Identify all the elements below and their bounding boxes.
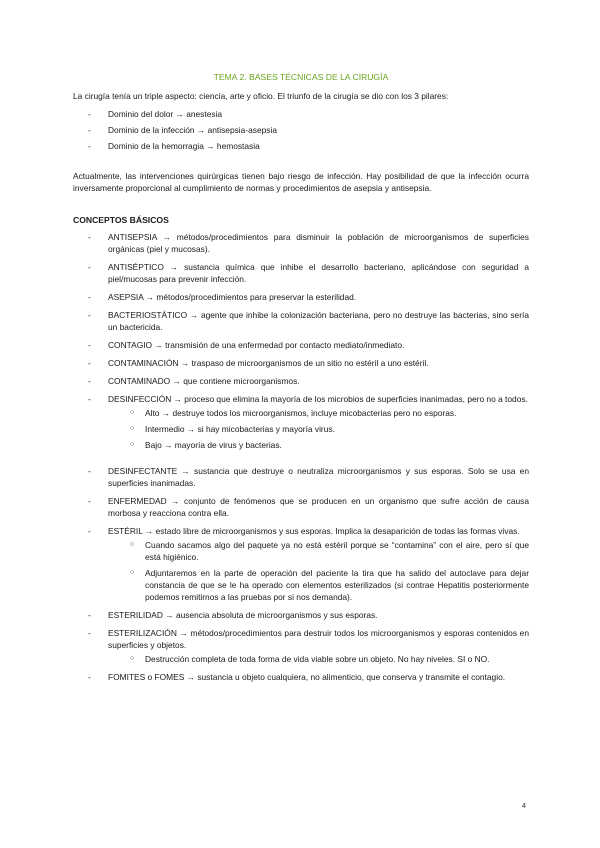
concept-text: ANTISEPSIA → métodos/procedimientos para disminuir la población de microorganismos de superficies orgánicas (piel y mucosas). (108, 232, 529, 254)
concept-text: ASEPSIA → métodos/procedimientos para preservar la esterilidad. (108, 292, 357, 302)
concept-item (73, 375, 529, 387)
intro-text: La cirugía tenía un triple aspecto: ciencia, arte y oficio. El triunfo de la cirugía se dio con los 3 pilares: (73, 91, 449, 101)
concept-text: ESTÉRIL → estado libre de microorganismos y sus esporas. Implica la desaparición de todas las formas vivas. (108, 526, 520, 536)
dash-bullet: - (88, 526, 91, 536)
concept-item (73, 231, 529, 255)
dash-bullet: - (88, 394, 91, 404)
dash-bullet: - (88, 672, 91, 682)
dash-bullet: - (88, 358, 91, 368)
circle-bullet-icon: ○ (130, 655, 135, 662)
concept-item (73, 309, 529, 333)
list-item: - Dominio de la hemorragia → hemostasia (73, 138, 529, 154)
sub-text: Adjuntaremos en la parte de operación del paciente la tira que ha salido del autoclave para dejar constancia de que se le ha operado con elementos esterilizados (si contrae Hepatitis posteriormente podemos remitirnos a las pruebas por si nos demanda). (145, 568, 529, 602)
sub-list (108, 539, 529, 603)
circle-bullet-icon: ○ (130, 425, 135, 432)
dash-bullet: - (88, 292, 91, 302)
sub-text: Destrucción completa de toda forma de vida viable sobre un objeto. No hay niveles. SI o NO. (145, 654, 490, 664)
circle-bullet-icon: ○ (130, 441, 135, 448)
dash-bullet: - (88, 628, 91, 638)
document-title: TEMA 2. BASES TÉCNICAS DE LA CIRUGÍA (213, 72, 389, 82)
dash-bullet: - (88, 109, 91, 119)
dash-bullet: - (88, 340, 91, 350)
concepts-list (73, 231, 529, 683)
concept-item (73, 339, 529, 351)
paragraph: Actualmente, las intervenciones quirúrgicas tienen bajo riesgo de infección. Hay posibilidad de que la infección ocurra inversamente proporcional al cumplimiento de normas y procedimientos de asepsia y antisepsia. (73, 171, 529, 193)
concept-item (73, 393, 529, 451)
sub-list (108, 653, 529, 665)
sub-text: Intermedio → si hay micobacterias y mayoría virus. (145, 424, 335, 434)
list-item: - Dominio de la infección → antisepsia-asepsia (73, 122, 529, 138)
concept-text: BACTERIOSTÁTICO → agente que inhibe la colonización bacteriana, pero no destruye las bacterias, sino sería un bactericida. (108, 310, 529, 332)
dash-bullet: - (88, 496, 91, 506)
dash-bullet: - (88, 262, 91, 272)
concept-text: DESINFECTANTE → sustancia que destruye o neutraliza microorganismos y sus esporas. Solo se usa en superficies inanimadas. (108, 466, 529, 488)
concept-item (73, 609, 529, 621)
concept-item (73, 357, 529, 369)
sub-list-item (108, 439, 529, 451)
concept-text: FOMITES o FOMES → sustancia u objeto cualquiera, no alimenticio, que conserva y transmite el contagio. (108, 672, 506, 682)
document-page (73, 71, 529, 689)
concept-text: CONTAMINACIÓN → traspaso de microorganismos de un sitio no estéril a uno estéril. (108, 358, 429, 368)
sub-list-item (108, 653, 529, 665)
dash-bullet: - (88, 610, 91, 620)
concept-text: CONTAGIO → transmisión de una enfermedad por contacto mediato/inmediato. (108, 340, 405, 350)
concept-text: ENFERMEDAD → conjunto de fenómenos que se producen en un organismo que sufre acción de causa morbosa y reacciona contra ella. (108, 496, 529, 518)
sub-list-item (108, 407, 529, 419)
concept-item (73, 671, 529, 683)
concept-item (73, 465, 529, 489)
sub-text: Bajo → mayoría de virus y bacterias. (145, 440, 282, 450)
circle-bullet-icon: ○ (130, 541, 135, 548)
concept-item (73, 525, 529, 603)
concept-text: ANTISÉPTICO → sustancia química que inhibe el desarrollo bacteriano, aplicándose con seguridad a piel/mucosas para prevenir infección. (108, 262, 529, 284)
concept-item (73, 495, 529, 519)
dash-bullet: - (88, 376, 91, 386)
dash-bullet: - (88, 466, 91, 476)
concept-item (73, 627, 529, 665)
concept-text: ESTERILIDAD → ausencia absoluta de microorganismos y sus esporas. (108, 610, 378, 620)
sub-list-item (108, 567, 529, 603)
concept-item (73, 261, 529, 285)
concept-item (73, 291, 529, 303)
sub-list-item (108, 539, 529, 563)
concept-text: CONTAMINADO → que contiene microorganismos. (108, 376, 300, 386)
dash-bullet: - (88, 310, 91, 320)
list-item: - Dominio del dolor → anestesia (73, 106, 529, 122)
sub-list-item (108, 423, 529, 435)
circle-bullet-icon: ○ (130, 409, 135, 416)
dash-bullet: - (88, 141, 91, 151)
sub-text: Alto → destruye todos los microorganismos, incluye micobacterias pero no esporas. (145, 408, 457, 418)
concept-text: ESTERILIZACIÓN → métodos/procedimientos para destruir todos los microorganismos y esporas contenidos en superficies y objetos. (108, 628, 529, 650)
dash-bullet: - (88, 232, 91, 242)
section-heading: CONCEPTOS BÁSICOS (73, 215, 169, 225)
concept-text: DESINFECCIÓN → proceso que elimina la mayoría de los microbios de superficies inanimadas, pero no a todos. (108, 394, 528, 404)
dash-bullet: - (88, 125, 91, 135)
pillars-list (73, 106, 529, 154)
sub-list (108, 407, 529, 451)
circle-bullet-icon: ○ (130, 569, 135, 576)
sub-text: Cuando sacamos algo del paquete ya no está estéril porque se “contamina” con el aire, pero sí que está higiénico. (145, 540, 529, 562)
page-number: 4 (521, 801, 526, 810)
